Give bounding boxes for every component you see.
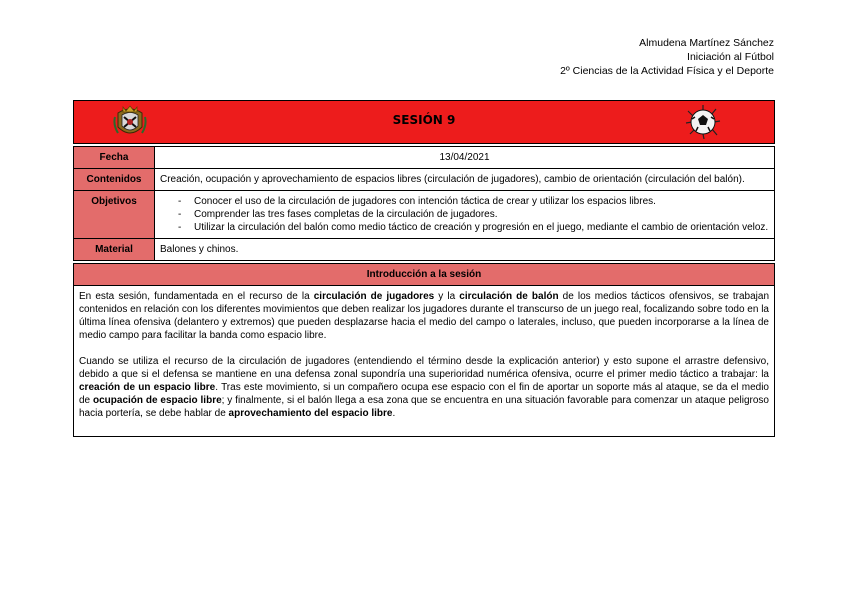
row-objetivos bbox=[74, 191, 775, 239]
objetivos-label: Objetivos bbox=[74, 191, 155, 239]
objetivo-item: - Conocer el uso de la circulación de jugadores con intención táctica de crear y utilizar los espacios libres. bbox=[178, 195, 769, 208]
objetivo-item: - Utilizar la circulación del balón como medio táctico de creación y progresión en el juego, mediante el cambio de orientación veloz. bbox=[178, 221, 769, 234]
contenidos-label: Contenidos bbox=[74, 169, 155, 191]
intro-text: . Tras este movimiento, si un compañero ocupa ese espacio con el fin de aportar un soporte más al ataque, se da el medio de bbox=[79, 382, 769, 406]
intro-heading: Introducción a la sesión bbox=[74, 264, 775, 286]
intro-bold-text: ocupación de espacio libre bbox=[93, 395, 222, 406]
intro-text: Cuando se utiliza el recurso de la circulación de jugadores (entendiendo el término desde la explicación anterior) y esto supone el arrastre defensivo, debido a que si el defensa se mantiene en una defensa zonal supondría una superioridad numérica ofensiva, ocurre el primer medio táctico a trabajar: la bbox=[79, 356, 769, 380]
fecha-value: 13/04/2021 bbox=[155, 147, 775, 169]
session-table bbox=[73, 100, 775, 437]
degree-name: 2º Ciencias de la Actividad Física y el Deporte bbox=[560, 65, 774, 77]
row-contenidos bbox=[74, 169, 775, 191]
material-label: Material bbox=[74, 239, 155, 261]
objetivos-list bbox=[160, 195, 769, 234]
intro-bold-text: aprovechamiento del espacio libre bbox=[228, 408, 393, 419]
intro-bold-text: circulación de balón bbox=[459, 291, 559, 302]
row-fecha bbox=[74, 147, 775, 169]
objetivos-value bbox=[155, 191, 775, 239]
intro-paragraph-2 bbox=[79, 355, 769, 420]
objetivo-item: - Comprender las tres fases completas de la circulación de jugadores. bbox=[178, 208, 769, 221]
material-value: Balones y chinos. bbox=[155, 239, 775, 261]
intro-text: ; y finalmente, si el balón llega a esa zona que se encuentra en una situación favorable para comenzar un ataque peligroso hacia portería, se debe hablar de bbox=[79, 395, 769, 419]
soccer-ball-icon bbox=[684, 105, 722, 139]
fecha-label: Fecha bbox=[74, 147, 155, 169]
intro-text: y la bbox=[434, 291, 460, 302]
intro-text: . bbox=[392, 408, 396, 419]
contenidos-value: Creación, ocupación y aprovechamiento de espacios libres (circulación de jugadores), cambio de orientación (circulación del balón). bbox=[155, 169, 775, 191]
intro-paragraph-1 bbox=[79, 290, 769, 342]
row-material bbox=[74, 239, 775, 261]
intro-text: En esta sesión, fundamentada en el recurso de la bbox=[79, 291, 314, 302]
course-name: Iniciación al Fútbol bbox=[687, 51, 774, 63]
session-title: SESIÓN 9 bbox=[392, 113, 456, 127]
intro-bold-text: circulación de jugadores bbox=[313, 291, 435, 302]
author-header bbox=[560, 36, 774, 78]
author-name: Almudena Martínez Sánchez bbox=[639, 37, 774, 49]
intro-bold-text: creación de un espacio libre bbox=[79, 382, 216, 393]
intro-text: de los medios tácticos ofensivos, se trabajan contenidos en relación con los diferentes movimientos que deben realizar los jugadores durante el transcurso de un juego real, focalizando sobre todo en la última línea ofensiva (delantero y extremos) que pueden desplazarse hacia el medio del campo o laterales, incluso, que pueden incorporarse a la línea de medio campo para facilitar la banda como espacio libre. bbox=[79, 291, 770, 341]
session-banner bbox=[74, 101, 775, 144]
intro-body bbox=[74, 286, 775, 437]
